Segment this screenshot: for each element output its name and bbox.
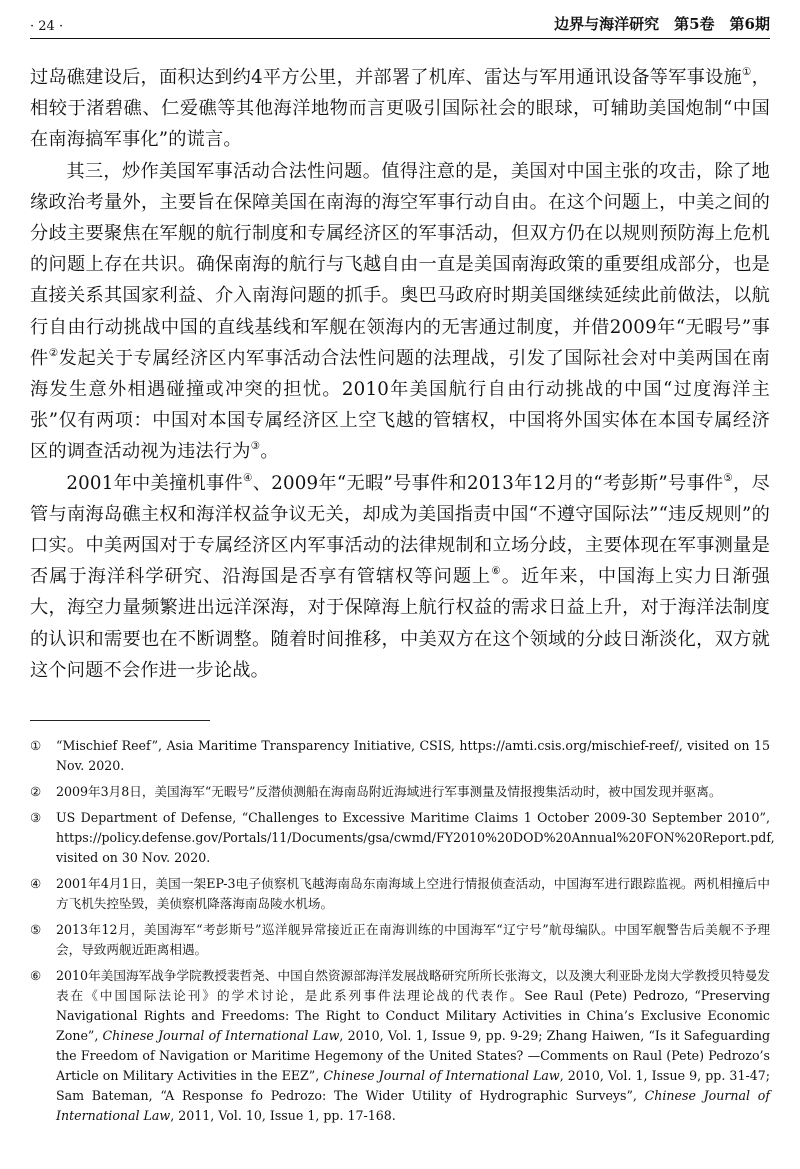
footnotes bbox=[30, 736, 775, 1132]
footnote-text: , 2010, Vol. 1, Issue 9, pp. 9-29; Zhang Haiwen, “Is it Safeguarding the Freedom of Navigation or Maritime Hegemony of the United States? —Comments on Raul (Pete) Pedrozo’s Article on Military Activities in the EEZ”, bbox=[56, 1028, 771, 1083]
journal-name-italic: Chinese Journal of International Law bbox=[323, 1068, 560, 1083]
footnote-6 bbox=[30, 966, 770, 1126]
footnote-number: ⑥ bbox=[30, 968, 42, 983]
text-run: 。 bbox=[260, 441, 279, 463]
text-run: 。近年来，中国海上实力日渐强大，海空力量频繁进出远洋深海，对于保障海上航行权益的需求日益上升，对于海洋法制度的认识和需要也在不断调整。随着时间推移，中美双方在这个领域的分歧日渐淡化，双方就这个问题不会作进一步论战。 bbox=[30, 566, 770, 681]
text-run: ，尽管与南海岛礁主权和海洋权益争议无关，却成为美国指责中国“不遵守国际法”“违反规则”的口实。中美两国对于专属经济区内军事活动的法律规制和立场分歧，主要体现在军事测量是否属于海洋科学研究、沿海国是否享有管辖权等问题上 bbox=[30, 472, 771, 588]
text-run: 发起关于专属经济区内军事活动合法性问题的法理战，引发了国际社会对中美两国在南海发生意外相遇碰撞或冲突的担忧。2010年美国航行自由行动挑战的中国“过度海洋主张”仅有两项：中国对本国专属经济区上空飞越的管辖权，中国将外国实体在本国专属经济区的调查活动视为违法行为 bbox=[30, 347, 771, 463]
running-header bbox=[30, 10, 770, 34]
footnote-ref-1[interactable]: ① bbox=[741, 66, 752, 79]
footnote-text: US Department of Defense, “Challenges to Excessive Maritime Claims 1 October 2009-30 September 2010”, https://policy.defense.gov/Portals/11/Documents/gsa/cwmd/FY2010%20DOD%20Annual%20FON%20Report.pdf, visited on 30 Nov. 2020. bbox=[56, 810, 775, 865]
text-run: 其三，炒作美国军事活动合法性问题。值得注意的是，美国对中国主张的攻击，除了地缘政治考量外，主要旨在保障美国在南海的海空军事行动自由。在这个问题上，中美之间的分歧主要聚焦在军舰的航行制度和专属经济区的军事活动，但双方仍在以规则预防海上危机的问题上存在共识。确保南海的航行与飞越自由一直是美国南海政策的重要组成部分，也是直接关系其国家利益、介入南海问题的抓手。奥巴马政府时期美国继续延续此前做法，以航行自由行动挑战中国的直线基线和军舰在领海内的无害通过制度，并借2009年“无暇号”事件 bbox=[30, 160, 770, 369]
paragraph-1 bbox=[30, 62, 770, 156]
footnote-text: “Mischief Reef”, Asia Maritime Transparency Initiative, CSIS, https://amti.csis.org/mischief-reef/, visited on 15 Nov. 2020. bbox=[56, 738, 770, 773]
footnote-2 bbox=[30, 782, 770, 802]
footnote-4 bbox=[30, 874, 770, 914]
footnote-1 bbox=[30, 736, 770, 776]
footnote-text: 2013年12月，美国海军“考彭斯号”巡洋舰异常接近正在南海训练的中国海军“辽宁号”航母编队。中国军舰警告后美舰不予理会，导致两舰近距离相遇。 bbox=[56, 922, 770, 957]
header-rule bbox=[30, 38, 770, 39]
footnote-ref-5[interactable]: ⑤ bbox=[723, 471, 734, 484]
paragraph-2 bbox=[30, 156, 770, 468]
footnote-number: ④ bbox=[30, 876, 42, 891]
footnote-text: 2009年3月8日，美国海军“无暇号”反潜侦测船在海南岛附近海域进行军事测量及情报搜集活动时，被中国发现并驱离。 bbox=[56, 784, 722, 799]
footnote-ref-6[interactable]: ⑥ bbox=[491, 565, 502, 578]
text-run: 、2009年“无暇”号事件和2013年12月的“考彭斯”号事件 bbox=[252, 472, 724, 494]
footnote-text: , 2011, Vol. 10, Issue 1, pp. 17-168. bbox=[170, 1108, 396, 1123]
footnote-ref-2[interactable]: ② bbox=[48, 346, 59, 359]
text-run: 2001年中美撞机事件 bbox=[66, 472, 243, 494]
main-text bbox=[30, 62, 770, 686]
footnote-text: , 2010, Vol. 1, Issue 9, pp. 31-47; Sam Bateman, “A Response fo Pedrozo: The Wider Utility of Hydrographic Surveys”, bbox=[56, 1068, 770, 1103]
footnote-rule bbox=[30, 720, 210, 721]
footnote-text: 2001年4月1日，美国一架EP-3电子侦察机飞越海南岛东南海域上空进行情报侦查活动，中国海军进行跟踪监视。两机相撞后中方飞机失控坠毁，美侦察机降落海南岛陵水机场。 bbox=[56, 876, 770, 911]
page-number: · 24 · bbox=[30, 19, 64, 34]
footnote-number: ② bbox=[30, 784, 42, 799]
text-run: 过岛礁建设后，面积达到约4平方公里，并部署了机库、雷达与军用通讯设备等军事设施 bbox=[30, 67, 742, 88]
footnote-number: ① bbox=[30, 738, 42, 753]
footnote-text: 2010年美国海军战争学院教授裴哲尧、中国自然资源部海洋发展战略研究所所长张海文，以及澳大利亚卧龙岗大学教授贝特曼发表在《中国国际法论刊》的学术讨论，是此系列事件法理论战的代表作。See Raul (Pete) Pedrozo, “Preserving Navigational Rights and Freedoms: The Right to Conduct Military Activities in China’s Exclusive Economic Zone”, bbox=[56, 968, 770, 1043]
journal-name-italic: Chinese Journal of International Law bbox=[102, 1028, 340, 1043]
footnote-3 bbox=[30, 808, 775, 868]
footnote-number: ⑤ bbox=[30, 922, 42, 937]
footnote-number: ③ bbox=[30, 810, 42, 825]
footnote-ref-3[interactable]: ③ bbox=[250, 440, 261, 453]
journal-title: 边界与海洋研究 第5卷 第6期 bbox=[554, 15, 770, 33]
journal-name-italic: Chinese Journal of International Law bbox=[56, 1088, 770, 1123]
text-run: ，相较于渚碧礁、仁爱礁等其他海洋地物而言更吸引国际社会的眼球，可辅助美国炮制“中国在南海搞军事化”的谎言。 bbox=[30, 67, 771, 151]
footnote-ref-4[interactable]: ④ bbox=[242, 471, 253, 484]
footnote-5 bbox=[30, 920, 770, 960]
paragraph-3 bbox=[30, 468, 770, 686]
